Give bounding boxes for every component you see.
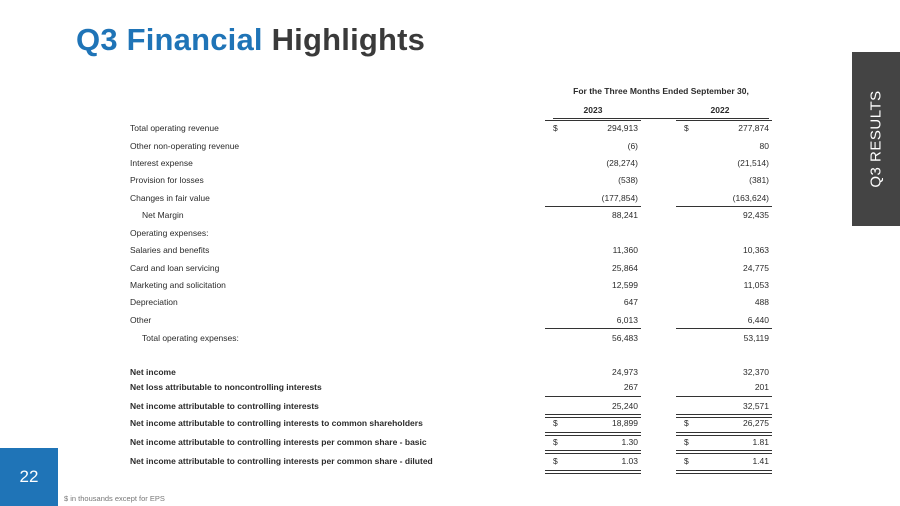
row-label: Net Margin xyxy=(142,210,184,220)
page-number: 22 xyxy=(0,448,58,506)
value-2022: 24,775 xyxy=(743,263,769,273)
value-2023: 1.03 xyxy=(621,456,638,466)
value-2022: 53,119 xyxy=(743,333,769,343)
value-2022: 10,363 xyxy=(743,245,769,255)
table-row xyxy=(0,139,900,153)
value-2022: (21,514) xyxy=(737,158,769,168)
table-row xyxy=(0,208,900,222)
value-2023: (538) xyxy=(618,175,638,185)
table-row xyxy=(0,365,900,379)
table-row xyxy=(0,313,900,327)
value-2023: 12,599 xyxy=(612,280,638,290)
value-2023: (6) xyxy=(627,141,638,151)
subtotal-rule xyxy=(545,396,641,397)
row-label: Total operating revenue xyxy=(130,123,219,133)
table-row xyxy=(0,261,900,275)
row-label: Marketing and solicitation xyxy=(130,280,226,290)
currency-symbol: $ xyxy=(684,456,689,466)
table-row xyxy=(0,278,900,292)
row-label: Salaries and benefits xyxy=(130,245,210,255)
section-tab-label: Q3 RESULTS xyxy=(867,90,885,188)
table-row xyxy=(0,454,900,468)
total-double-rule xyxy=(545,470,641,474)
value-2023: (28,274) xyxy=(606,158,638,168)
row-label: Net income attributable to controlling interests to common shareholders xyxy=(130,418,423,428)
value-2022: 1.41 xyxy=(752,456,769,466)
row-label: Depreciation xyxy=(130,297,178,307)
subtotal-rule xyxy=(676,328,772,329)
value-2023: 294,913 xyxy=(607,123,638,133)
table-row xyxy=(0,416,900,430)
row-label: Net income xyxy=(130,367,176,377)
value-2022: 26,275 xyxy=(743,418,769,428)
value-2023: 24,973 xyxy=(612,367,638,377)
value-2023: 647 xyxy=(623,297,638,307)
year-2023-header: 2023 xyxy=(583,105,603,115)
title-accent: Q3 Financial xyxy=(76,22,263,57)
value-2022: 277,874 xyxy=(738,123,769,133)
value-2023: 56,483 xyxy=(612,333,638,343)
footnote: $ in thousands except for EPS xyxy=(64,494,165,503)
table-row xyxy=(0,331,900,345)
value-2022: 32,571 xyxy=(743,401,769,411)
value-2023: 88,241 xyxy=(612,210,638,220)
table-row xyxy=(0,173,900,187)
currency-symbol: $ xyxy=(553,418,558,428)
currency-symbol: $ xyxy=(684,123,689,133)
row-label: Other xyxy=(130,315,152,325)
table-row xyxy=(0,156,900,170)
table-row xyxy=(0,226,900,240)
value-2023: 18,899 xyxy=(612,418,638,428)
table-row xyxy=(0,399,900,413)
row-label: Provision for losses xyxy=(130,175,204,185)
subtotal-rule xyxy=(545,328,641,329)
year-2022-header: 2022 xyxy=(710,105,730,115)
subtotal-rule xyxy=(676,206,772,207)
row-label: Operating expenses: xyxy=(130,228,209,238)
currency-symbol: $ xyxy=(684,418,689,428)
table-row xyxy=(0,295,900,309)
value-2022: 488 xyxy=(754,297,769,307)
row-label: Net income attributable to controlling interests per common share - diluted xyxy=(130,456,433,466)
currency-symbol: $ xyxy=(553,437,558,447)
value-2023: 1.30 xyxy=(621,437,638,447)
total-double-rule xyxy=(676,470,772,474)
table-row xyxy=(0,435,900,449)
row-label: Card and loan servicing xyxy=(130,263,220,273)
value-2023: 267 xyxy=(623,382,638,392)
row-label: Other non-operating revenue xyxy=(130,141,240,151)
title-main: Highlights xyxy=(271,22,426,57)
subtotal-rule xyxy=(545,206,641,207)
row-label: Net loss attributable to noncontrolling interests xyxy=(130,382,322,392)
value-2023: 25,864 xyxy=(612,263,638,273)
table-row xyxy=(0,243,900,257)
currency-symbol: $ xyxy=(553,123,558,133)
page-title xyxy=(76,22,425,58)
row-label: Interest expense xyxy=(130,158,193,168)
value-2022: (163,624) xyxy=(732,193,769,203)
currency-symbol: $ xyxy=(553,456,558,466)
row-label: Net income attributable to controlling interests xyxy=(130,401,319,411)
subtotal-rule xyxy=(676,396,772,397)
table-row xyxy=(0,380,900,394)
value-2022: 92,435 xyxy=(743,210,769,220)
currency-symbol: $ xyxy=(684,437,689,447)
value-2023: 25,240 xyxy=(612,401,638,411)
value-2022: 1.81 xyxy=(752,437,769,447)
value-2022: 201 xyxy=(754,382,769,392)
value-2022: 80 xyxy=(759,141,769,151)
period-header-rule xyxy=(553,118,769,119)
period-header: For the Three Months Ended September 30, xyxy=(573,86,749,96)
value-2022: (381) xyxy=(749,175,769,185)
value-2022: 6,440 xyxy=(747,315,769,325)
row-label: Changes in fair value xyxy=(130,193,210,203)
value-2022: 32,370 xyxy=(743,367,769,377)
row-label: Net income attributable to controlling interests per common share - basic xyxy=(130,437,427,447)
row-label: Total operating expenses: xyxy=(142,333,239,343)
table-row xyxy=(0,191,900,205)
value-2023: 6,013 xyxy=(616,315,638,325)
value-2022: 11,053 xyxy=(743,280,769,290)
value-2023: (177,854) xyxy=(601,193,638,203)
table-row xyxy=(0,121,900,135)
value-2023: 11,360 xyxy=(612,245,638,255)
